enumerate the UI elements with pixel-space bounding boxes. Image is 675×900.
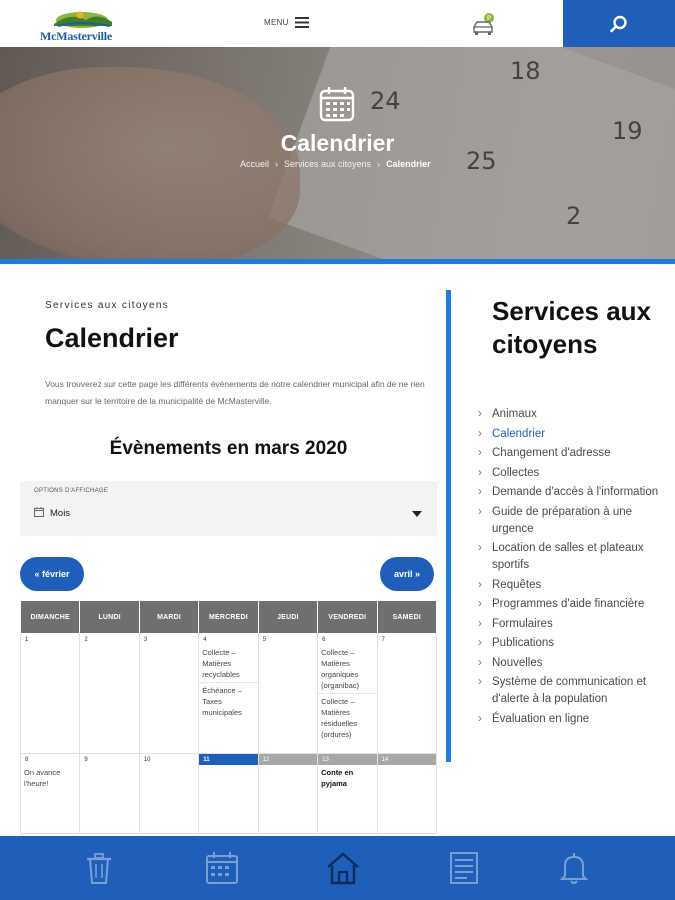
sidebar-divider [446, 290, 451, 762]
news-icon[interactable] [447, 850, 483, 886]
hero-bg-number: 25 [466, 147, 497, 175]
sidebar-item[interactable]: › Requêtes [478, 577, 668, 594]
day-header: MERCREDI [199, 601, 258, 634]
calendar-small-icon [34, 507, 44, 517]
breadcrumb-current: Calendrier [386, 159, 431, 169]
calendar-day[interactable] [21, 634, 80, 754]
hero-banner [0, 47, 675, 259]
day-number: 12 [259, 754, 317, 765]
day-header: DIMANCHE [21, 601, 80, 634]
hero-title: Calendrier [280, 130, 395, 156]
sidebar-item[interactable]: › Guide de préparation à une urgence [478, 504, 668, 538]
day-number: 10 [143, 757, 151, 763]
day-number: 2 [84, 637, 88, 643]
sidebar-item[interactable]: › Système de communication et d'alerte à la population [478, 674, 668, 708]
calendar-day[interactable] [139, 634, 198, 754]
calendar-day-today[interactable] [199, 754, 258, 834]
calendar-day[interactable] [139, 754, 198, 834]
sidebar-item[interactable]: › Collectes [478, 465, 668, 482]
menu-button[interactable] [264, 17, 309, 28]
calendar-event[interactable]: On avance l'heure! [24, 768, 61, 788]
calendar-day[interactable] [80, 634, 139, 754]
calendar-event[interactable]: Échéance – Taxes municipales [202, 686, 242, 717]
calendar-day[interactable] [258, 634, 317, 754]
events-title: Évènements en mars 2020 [109, 438, 348, 459]
day-number: 14 [378, 754, 436, 765]
calendar-week [21, 634, 437, 754]
search-icon [610, 15, 628, 33]
calendar-week [21, 754, 437, 834]
day-number: 3 [143, 637, 148, 643]
options-label: OPTIONS D'AFFICHAGE [34, 488, 109, 494]
top-header [0, 0, 675, 47]
calendar-icon[interactable] [204, 850, 240, 886]
sidebar-item[interactable]: › Publications [478, 635, 668, 652]
hero-bg-number: 18 [510, 57, 541, 85]
sidebar-item[interactable]: › Nouvelles [478, 655, 668, 672]
display-options[interactable] [20, 481, 437, 536]
breadcrumb: Accueil › Services aux citoyens › Calendrier [240, 159, 431, 169]
day-header: SAMEDI [377, 601, 436, 634]
next-month-button[interactable]: avril » [380, 557, 434, 591]
calendar-day[interactable] [377, 634, 436, 754]
day-number: 1 [25, 637, 29, 643]
calendar-day[interactable] [258, 754, 317, 834]
calendar-icon [318, 85, 356, 123]
home-icon[interactable] [325, 850, 361, 886]
hero-divider [0, 259, 675, 264]
sidebar-item[interactable]: › Changement d'adresse [478, 445, 668, 462]
car-icon[interactable] [470, 12, 498, 38]
day-header: LUNDI [80, 601, 139, 634]
trash-icon[interactable] [81, 850, 117, 886]
day-number: 7 [381, 637, 385, 643]
hero-bg-number: 19 [612, 117, 643, 145]
hero-bg-number: 2 [566, 202, 582, 230]
prev-month-button[interactable]: « février [20, 557, 84, 591]
sidebar-item[interactable]: › Évaluation en ligne [478, 711, 668, 728]
breadcrumb-services[interactable]: Services aux citoyens [284, 159, 372, 169]
calendar-day[interactable] [80, 754, 139, 834]
svg-text:P: P [486, 14, 492, 23]
calendar-day[interactable] [318, 634, 377, 754]
day-number: 8 [25, 757, 29, 763]
calendar-day[interactable] [377, 754, 436, 834]
sidebar-item[interactable]: › Formulaires [478, 616, 668, 633]
hamburger-icon [295, 17, 309, 28]
sidebar-item[interactable]: › Location de salles et plateaux sportifs [478, 540, 668, 574]
calendar-day[interactable] [199, 634, 258, 754]
day-number: 6 [322, 637, 326, 643]
day-header: JEUDI [258, 601, 317, 634]
day-number: 4 [203, 637, 207, 643]
intro-text: Vous trouverez sur cette page les différents événements de notre calendrier municipal afin de ne rien manquer sur le territoire de la municipalité de McMasterville. [45, 379, 425, 406]
sidebar-item[interactable]: › Programmes d'aide financière [478, 596, 668, 613]
hero-bg-number: 24 [370, 87, 401, 115]
sidebar-menu [478, 406, 668, 730]
sidebar-item[interactable]: › Demande d'accès à l'information [478, 484, 668, 501]
day-number-today: 11 [199, 754, 257, 765]
section-eyebrow: Services aux citoyens [45, 300, 170, 311]
day-number: 5 [262, 637, 267, 643]
calendar-event[interactable]: Collecte – Matières organiques (organibac) [318, 645, 376, 694]
calendar-event[interactable]: Collecte – Matières résiduelles (ordures) [321, 697, 357, 739]
page-title: Calendrier [45, 323, 179, 353]
day-header: VENDREDI [318, 601, 377, 634]
sidebar-title: Services aux citoyens [492, 296, 652, 359]
calendar-event[interactable]: Collecte – Matières recyclables [199, 645, 257, 683]
menu-label: MENU [264, 18, 289, 27]
sidebar-item[interactable]: › Animaux [478, 406, 668, 423]
search-button[interactable] [563, 0, 675, 47]
sidebar-item-active[interactable]: › Calendrier [478, 426, 668, 443]
logo-text: McMasterville [40, 29, 113, 43]
calendar-day[interactable] [318, 754, 377, 834]
bottom-nav [0, 836, 675, 900]
calendar-day[interactable] [21, 754, 80, 834]
calendar-event[interactable]: Conte en pyjama [321, 768, 354, 788]
day-number: 9 [84, 757, 88, 763]
month-calendar [20, 600, 437, 834]
breadcrumb-home[interactable]: Accueil [240, 159, 270, 169]
chevron-down-icon[interactable] [412, 511, 422, 517]
day-number: 13 [318, 754, 376, 765]
day-header: MARDI [139, 601, 198, 634]
bell-icon[interactable] [556, 850, 592, 886]
view-select[interactable]: Mois [50, 508, 71, 519]
